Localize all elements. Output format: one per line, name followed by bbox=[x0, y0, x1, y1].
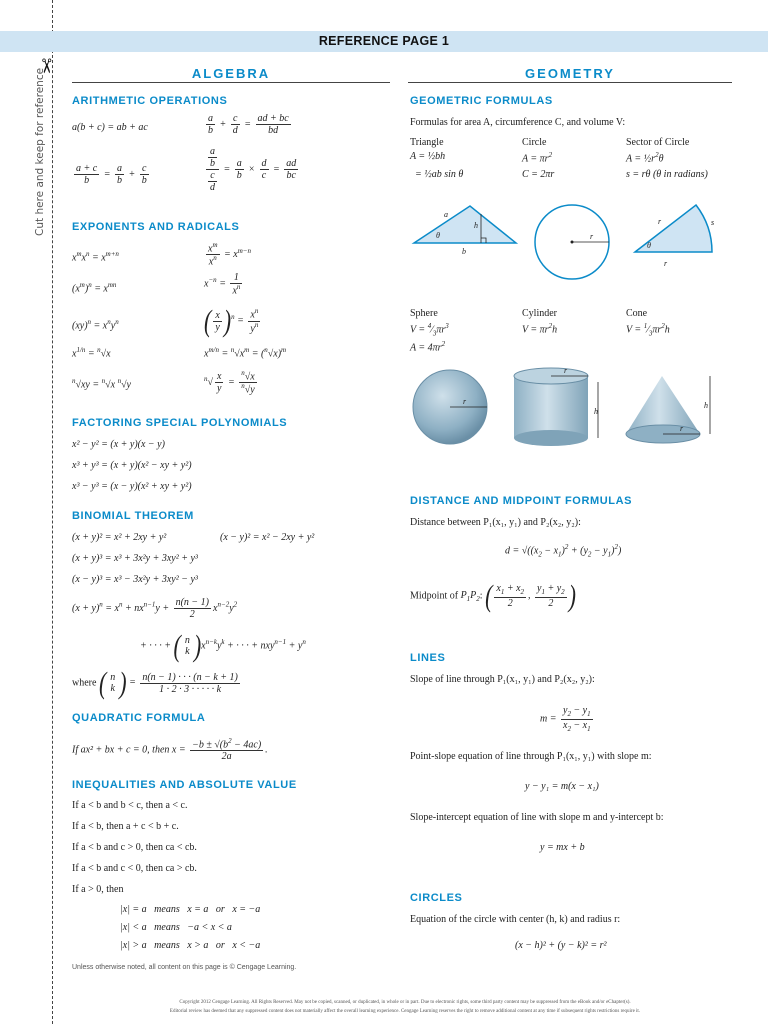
formula-binom-coeff: where ( n k ) = $\frac{n(n - 1) \cdot \cdot \cdot (n - k + 1)}{1 \cdot 2 \cdot 3 \cdot \cdot \cdot \cdot \cdot k}$ bbox=[72, 664, 238, 700]
formula-exp-product: $x^mx^n = x^{m+n}$ bbox=[72, 250, 119, 264]
label-sphere: Sphere bbox=[410, 308, 438, 319]
ineq-rule-1: If a < b and b < c, then a < c. bbox=[72, 800, 188, 811]
formula-factor-2: x³ + y³ = (x + y)(x² − xy + y²) bbox=[72, 460, 192, 471]
svg-text:r: r bbox=[658, 217, 662, 226]
svg-text:b: b bbox=[462, 247, 466, 256]
formula-factor-3: x³ − y³ = (x − y)(x² + xy + y²) bbox=[72, 481, 192, 492]
copyright-line-2: Editorial review has deemed that any suppressed content does not materially affect the overall learning experience. Cengage Learning reserves the right to remove additional content at any time if subsequent rights restrictions require it. bbox=[169, 1009, 641, 1014]
formula-binom-1: (x + y)² = x² + 2xy + y² bbox=[72, 532, 167, 543]
section-distance: DISTANCE AND MIDPOINT FORMULAS bbox=[410, 495, 633, 507]
section-arithmetic: ARITHMETIC OPERATIONS bbox=[72, 95, 228, 107]
circle-intro: Equation of the circle with center (h, k) and radius r: bbox=[410, 914, 621, 925]
svg-text:r: r bbox=[463, 397, 467, 406]
cut-instruction: Cut here and keep for reference bbox=[34, 67, 46, 236]
ineq-rule-5: If a > 0, then bbox=[72, 884, 124, 895]
ineq-rule-2: If a < b, then a + c < b + c. bbox=[72, 821, 179, 832]
abs-rule-3: |x| > a means x > a or x < −a bbox=[120, 940, 261, 951]
svg-text:h: h bbox=[594, 407, 598, 416]
svg-text:h: h bbox=[474, 221, 478, 230]
formula-slope: m = $\frac{y_2 - y_1}{x_2 - x_1}$ bbox=[540, 705, 591, 733]
section-exponents: EXPONENTS AND RADICALS bbox=[72, 221, 240, 233]
formula-binom-general-cont: + · · · + ( n k )$x^{n-k}y^k$ + · · · + $nxy^{n-1} + y^n$ bbox=[140, 627, 306, 663]
section-lines: LINES bbox=[410, 652, 446, 664]
formula-slope-intercept: y = mx + b bbox=[540, 842, 585, 853]
svg-text:r: r bbox=[590, 232, 594, 241]
formula-exp-quotient-power: ( $\frac{x}{y}$ )$^n$ = $\frac{x^n}{y^n}$ bbox=[204, 302, 259, 338]
circle-figure bbox=[535, 205, 609, 279]
solid-figures-diagram bbox=[408, 362, 738, 454]
abs-rule-2: |x| < a means −a < x < a bbox=[120, 922, 232, 933]
formula-circle-circumference: C = 2πr bbox=[522, 169, 555, 180]
geometry-rule bbox=[408, 82, 732, 83]
geometry-title: GEOMETRY bbox=[525, 66, 615, 81]
sphere-figure bbox=[413, 370, 487, 444]
cengage-note: Unless otherwise noted, all content on this page is © Cengage Learning. bbox=[72, 964, 297, 971]
formula-exp-negative: $x^{-n}$ = $\frac{1}{x^n}$ bbox=[204, 272, 241, 297]
page-title: REFERENCE PAGE 1 bbox=[318, 34, 450, 48]
formula-fraction-split: $\frac{a + c}{b}$ = $\frac{a}{b}$ + $\frac{c}{b}$ bbox=[76, 163, 147, 186]
distance-intro: Distance between P₁(x₁, y₁) and P₂(x₂, y₂): bbox=[410, 517, 581, 528]
formula-binom-2: (x − y)² = x² − 2xy + y² bbox=[220, 532, 315, 543]
sector-figure bbox=[635, 205, 714, 268]
formula-sector-area: $A = \frac{1}{2}r^2\theta$ bbox=[626, 151, 664, 165]
svg-text:θ: θ bbox=[647, 241, 651, 250]
formula-root-product: $^n$√xy = $^n$√x $^n$√y bbox=[72, 377, 131, 391]
triangle-figure bbox=[414, 206, 516, 256]
svg-text:r: r bbox=[664, 259, 668, 268]
svg-text:s: s bbox=[711, 218, 715, 227]
ineq-rule-4: If a < b and c < 0, then ca > cb. bbox=[72, 863, 197, 874]
label-sector: Sector of Circle bbox=[626, 137, 690, 148]
cone-figure bbox=[626, 376, 710, 443]
formula-distributive: a(b + c) = ab + ac bbox=[72, 122, 148, 133]
label-cylinder: Cylinder bbox=[522, 308, 557, 319]
formula-fraction-add: $\frac{a}{b}$ + $\frac{c}{d}$ = $\frac{ad + bc}{bd}$ bbox=[208, 113, 289, 136]
abs-rule-1: |x| = a means x = a or x = −a bbox=[120, 904, 261, 915]
formula-triangle-1: A = ½bh bbox=[410, 151, 446, 162]
label-circle: Circle bbox=[522, 137, 547, 148]
section-quadratic: QUADRATIC FORMULA bbox=[72, 712, 206, 724]
formula-exp-product-power: $(xy)^n = x^ny^n$ bbox=[72, 318, 119, 332]
formula-exp-power: $(x^m)^n = x^{mn}$ bbox=[72, 281, 117, 295]
formula-cone-volume: $V = ^1⁄_3\pi r^2h$ bbox=[626, 322, 670, 338]
svg-text:θ: θ bbox=[436, 231, 440, 240]
label-cone: Cone bbox=[626, 308, 648, 319]
algebra-title: ALGEBRA bbox=[191, 66, 271, 81]
formula-distance: $d = √((x_2 - x_1)^2 + (y_2 - y_1)^2)$ bbox=[505, 543, 622, 559]
formula-binom-3: (x + y)³ = x³ + 3x²y + 3xy² + y³ bbox=[72, 553, 198, 564]
algebra-rule bbox=[72, 82, 390, 83]
section-binomial: BINOMIAL THEOREM bbox=[72, 510, 194, 522]
slope-intercept-intro: Slope-intercept equation of line with slope m and y-intercept b: bbox=[410, 812, 664, 823]
formula-midpoint: Midpoint of $P_1P_2$: ( $\frac{x_1 + x_2}{2}$ , $\frac{y_1 + y_2}{2}$ ) bbox=[410, 577, 576, 613]
formula-exp-quotient: $\frac{x^m}{x^n}$ = $x^{m-n}$ bbox=[208, 241, 251, 268]
formula-point-slope: y − y₁ = m(x − x₁) bbox=[525, 781, 599, 792]
svg-text:r: r bbox=[680, 424, 684, 433]
formula-root-2: $x^{m/n} = ^n√x^m = (^n√x)^m$ bbox=[204, 346, 287, 360]
formula-binom-general: $(x + y)^n = x^n + nx^{n-1}y$ + $\frac{n(n - 1)}{2}$ $x^{n-2}y^2$ bbox=[72, 597, 238, 620]
section-factoring: FACTORING SPECIAL POLYNOMIALS bbox=[72, 417, 288, 429]
slope-intro: Slope of line through P₁(x₁, y₁) and P₂(x₂, y₂): bbox=[410, 674, 595, 685]
scissors-icon: ✂ bbox=[34, 57, 59, 75]
formula-triangle-2: = ½ab sin θ bbox=[410, 169, 464, 180]
svg-text:a: a bbox=[444, 210, 448, 219]
svg-text:r: r bbox=[564, 366, 568, 375]
cut-line bbox=[52, 0, 53, 1024]
formula-binom-4: (x − y)³ = x³ − 3x²y + 3xy² − y³ bbox=[72, 574, 198, 585]
formula-circle-area: $A = \pi r^2$ bbox=[522, 151, 553, 165]
formula-root-1: $x^{1/n} = ^n√x$ bbox=[72, 346, 111, 360]
formula-fraction-divide: $\frac{\frac{a}{b}}{\frac{c}{d}}$ = $\frac{a}{b}$ × $\frac{d}{c}$ = $\frac{ad}{bc}$ bbox=[204, 146, 300, 193]
geo-intro: Formulas for area A, circumference C, and volume V: bbox=[410, 117, 626, 128]
formula-quadratic: If ax² + bx + c = 0, then x = $\frac{-b \pm √(b^2 - 4ac)}{2a}$ . bbox=[72, 737, 268, 763]
formula-sphere-volume: $V = ^4⁄_3\pi r^3$ bbox=[410, 322, 449, 338]
formula-circle-equation: (x − h)² + (y − k)² = r² bbox=[515, 940, 607, 951]
cylinder-figure bbox=[514, 366, 598, 446]
formula-factor-1: x² − y² = (x + y)(x − y) bbox=[72, 439, 165, 450]
formula-cylinder-volume: $V = \pi r^2h$ bbox=[522, 322, 558, 336]
section-geometric-formulas: GEOMETRIC FORMULAS bbox=[410, 95, 553, 107]
svg-text:h: h bbox=[704, 401, 708, 410]
formula-sphere-area: $A = 4\pi r^2$ bbox=[410, 340, 446, 354]
section-inequalities: INEQUALITIES AND ABSOLUTE VALUE bbox=[72, 779, 297, 791]
copyright-line-1: Copyright 2012 Cengage Learning. All Rights Reserved. May not be copied, scanned, or duplicated, in whole or in part. Due to electronic rights, some third party content may be suppressed from the eBook and/or eChapter(s). bbox=[179, 1000, 631, 1005]
point-slope-intro: Point-slope equation of line through P₁(x₁, y₁) with slope m: bbox=[410, 751, 652, 762]
label-triangle: Triangle bbox=[410, 137, 444, 148]
ineq-rule-3: If a < b and c > 0, then ca < cb. bbox=[72, 842, 197, 853]
plane-figures-diagram bbox=[410, 200, 740, 300]
formula-sector-arc: s = rθ (θ in radians) bbox=[626, 169, 708, 180]
formula-root-quotient: $^n$√ $\frac{x}{y}$ = $\frac{^n√x}{^n√y}$ bbox=[204, 369, 255, 396]
section-circles: CIRCLES bbox=[410, 892, 463, 904]
